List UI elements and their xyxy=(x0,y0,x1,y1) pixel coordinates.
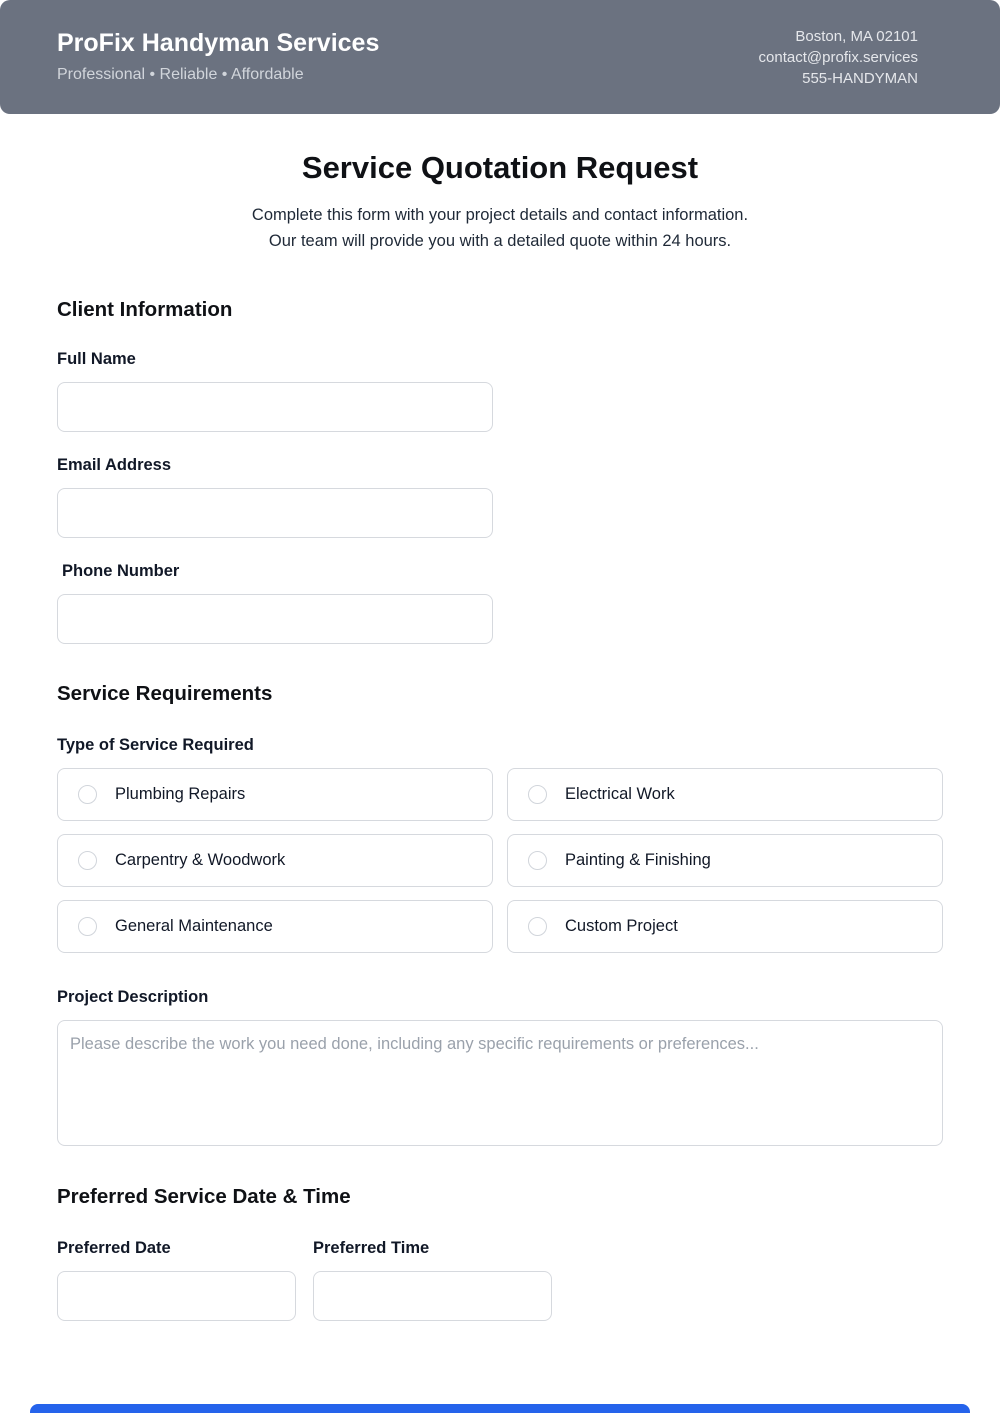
full-name-input[interactable] xyxy=(57,382,493,432)
service-option-general-maintenance[interactable] xyxy=(57,900,493,953)
section-heading-preferred-date-time: Preferred Service Date & Time xyxy=(57,1185,351,1208)
radio-icon[interactable] xyxy=(528,851,547,870)
intro-text xyxy=(57,202,943,254)
brand-block xyxy=(57,30,379,85)
project-description-label: Project Description xyxy=(57,988,209,1006)
full-name-field xyxy=(57,351,943,432)
radio-icon[interactable] xyxy=(78,785,97,804)
radio-icon[interactable] xyxy=(78,851,97,870)
project-description-textarea[interactable] xyxy=(57,1020,943,1146)
company-name: ProFix Handyman Services xyxy=(57,28,380,57)
service-option-electrical-work[interactable] xyxy=(507,768,943,821)
service-option-label: General Maintenance xyxy=(115,917,273,936)
email-label: Email Address xyxy=(57,456,172,474)
service-option-label: Painting & Finishing xyxy=(565,851,711,870)
preferred-time-label: Preferred Time xyxy=(313,1239,430,1257)
service-option-label: Electrical Work xyxy=(565,785,675,804)
intro-line-2: Our team will provide you with a detailed quote within 24 hours. xyxy=(268,232,732,250)
section-heading-client-information: Client Information xyxy=(57,298,233,321)
service-option-label: Custom Project xyxy=(565,917,678,936)
preferred-time-field xyxy=(313,1240,552,1321)
service-option-carpentry-woodwork[interactable] xyxy=(57,834,493,887)
radio-icon[interactable] xyxy=(528,917,547,936)
service-type-options xyxy=(57,768,943,953)
header-banner xyxy=(0,0,1000,114)
form-body xyxy=(0,152,1000,1321)
service-option-label: Carpentry & Woodwork xyxy=(115,851,286,870)
submit-button[interactable] xyxy=(30,1404,970,1413)
phone-input[interactable] xyxy=(57,594,493,644)
company-tagline: Professional • Reliable • Affordable xyxy=(57,66,304,84)
contact-block xyxy=(759,26,918,89)
radio-icon[interactable] xyxy=(528,785,547,804)
preferred-time-input[interactable] xyxy=(313,1271,552,1321)
phone-label: Phone Number xyxy=(62,562,180,580)
email-field xyxy=(57,457,943,538)
service-option-label: Plumbing Repairs xyxy=(115,785,246,804)
email-input[interactable] xyxy=(57,488,493,538)
page-title: Service Quotation Request xyxy=(301,150,699,185)
contact-email: contact@profix.services xyxy=(758,48,918,66)
service-option-painting-finishing[interactable] xyxy=(507,834,943,887)
contact-phone: 555-HANDYMAN xyxy=(802,69,918,87)
service-option-plumbing-repairs[interactable] xyxy=(57,768,493,821)
section-heading-service-requirements: Service Requirements xyxy=(57,682,273,705)
preferred-date-field xyxy=(57,1240,296,1321)
intro-line-1: Complete this form with your project details and contact information. xyxy=(251,206,749,224)
preferred-date-input[interactable] xyxy=(57,1271,296,1321)
radio-icon[interactable] xyxy=(78,917,97,936)
full-name-label: Full Name xyxy=(57,350,136,368)
date-time-row xyxy=(57,1240,943,1321)
phone-field xyxy=(57,563,943,644)
preferred-date-label: Preferred Date xyxy=(57,1239,171,1257)
service-type-label: Type of Service Required xyxy=(57,736,254,754)
service-option-custom-project[interactable] xyxy=(507,900,943,953)
contact-address: Boston, MA 02101 xyxy=(795,27,918,45)
